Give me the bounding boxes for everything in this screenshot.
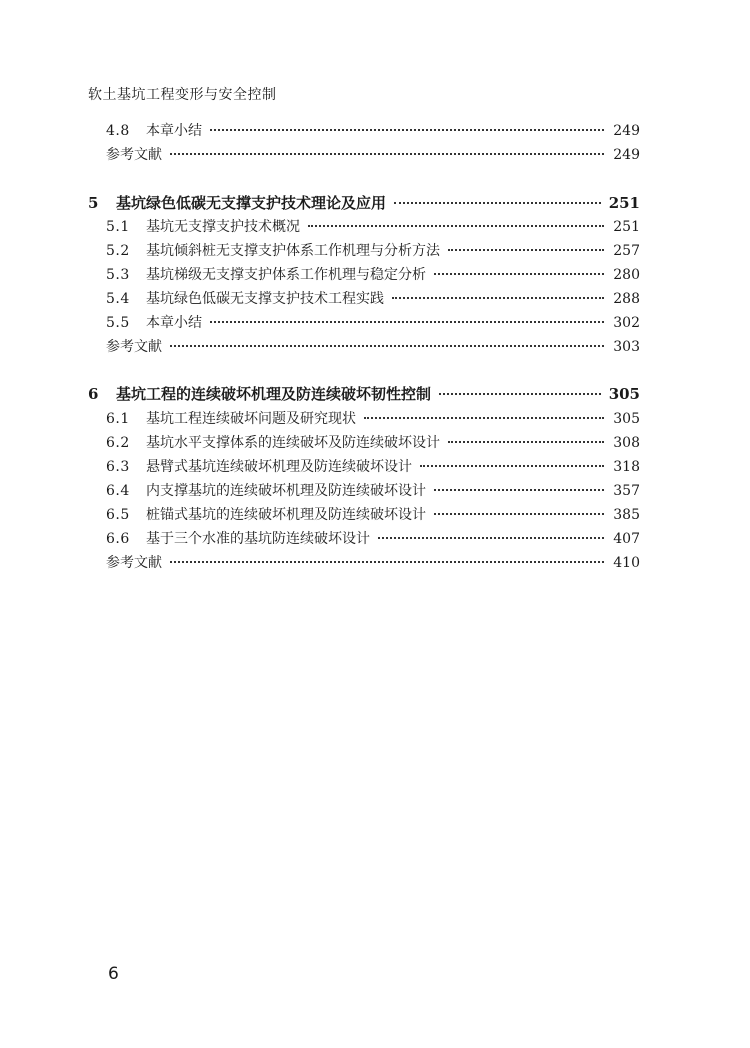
toc-entry-number: 6.6 <box>106 531 130 547</box>
dot-leader <box>439 393 601 395</box>
toc-section-entry <box>88 528 640 550</box>
toc-section-entry <box>88 264 640 286</box>
toc-entry-number: 5.5 <box>106 315 130 331</box>
dot-leader <box>308 225 604 227</box>
toc-entry-number: 5.1 <box>106 219 130 235</box>
toc-section-entry <box>88 120 640 142</box>
dot-leader <box>170 345 604 347</box>
toc-section-entry <box>88 456 640 478</box>
dot-leader <box>434 489 604 491</box>
toc-section-entry <box>88 480 640 502</box>
toc-section-entry <box>88 216 640 238</box>
toc-entry-title: 基坑水平支撑体系的连续破坏及防连续破坏设计 <box>146 435 440 451</box>
dot-leader <box>434 273 604 275</box>
toc-entry-page: 251 <box>608 194 640 212</box>
toc-section-entry <box>88 288 640 310</box>
running-head: 软土基坑工程变形与安全控制 <box>88 87 277 103</box>
dot-leader <box>210 129 604 131</box>
toc-references-entry <box>88 144 640 166</box>
toc-entry-title: 参考文献 <box>106 339 162 355</box>
toc-entry-title: 基坑绿色低碳无支撑支护技术理论及应用 <box>116 194 387 212</box>
toc-entry-number: 6.4 <box>106 483 130 499</box>
toc-entry-title: 悬臂式基坑连续破坏机理及防连续破坏设计 <box>146 459 412 475</box>
toc-entry-number: 5.4 <box>106 291 130 307</box>
toc-entry-page: 249 <box>613 147 640 163</box>
toc-entry-page: 308 <box>613 435 640 451</box>
toc-entry-title: 基坑绿色低碳无支撑支护技术工程实践 <box>146 291 384 307</box>
toc-entry-number: 4.8 <box>106 123 130 139</box>
toc-entry-title: 基坑梯级无支撑支护体系工作机理与稳定分析 <box>146 267 426 283</box>
toc-section-entry <box>88 504 640 526</box>
dot-leader <box>394 202 601 204</box>
toc-entry-title: 基坑倾斜桩无支撑支护体系工作机理与分析方法 <box>146 243 440 259</box>
toc-entry-page: 249 <box>613 123 640 139</box>
toc-entry-title: 内支撑基坑的连续破坏机理及防连续破坏设计 <box>146 483 426 499</box>
toc-entry-title: 本章小结 <box>146 315 202 331</box>
dot-leader <box>448 441 604 443</box>
toc-entry-number: 6.2 <box>106 435 130 451</box>
toc-section-entry <box>88 240 640 262</box>
toc-entry-number: 6 <box>88 385 99 403</box>
dot-leader <box>364 417 604 419</box>
toc-entry-page: 305 <box>613 411 640 427</box>
toc-entry-number: 5 <box>88 194 99 212</box>
toc-entry-page: 257 <box>613 243 640 259</box>
toc-entry-page: 305 <box>608 385 640 403</box>
toc-entry-page: 385 <box>613 507 640 523</box>
toc-entry-page: 303 <box>613 339 640 355</box>
toc-entry-title: 参考文献 <box>106 147 162 163</box>
toc-entry-page: 288 <box>613 291 640 307</box>
toc-entry-title: 基于三个水准的基坑防连续破坏设计 <box>146 531 370 547</box>
toc-chapter-entry <box>88 383 640 405</box>
dot-leader <box>448 249 604 251</box>
dot-leader <box>170 561 604 563</box>
toc-entry-page: 410 <box>613 555 640 571</box>
dot-leader <box>434 513 604 515</box>
dot-leader <box>378 537 604 539</box>
toc-section-entry <box>88 312 640 334</box>
toc-entry-page: 318 <box>613 459 640 475</box>
toc-entry-number: 5.2 <box>106 243 130 259</box>
toc-entry-number: 6.5 <box>106 507 130 523</box>
toc-entry-title: 基坑工程的连续破坏机理及防连续破坏韧性控制 <box>116 385 432 403</box>
toc-entry-number: 5.3 <box>106 267 130 283</box>
toc-entry-title: 基坑无支撑支护技术概况 <box>146 219 300 235</box>
toc-entry-page: 251 <box>613 219 640 235</box>
toc-entry-title: 桩锚式基坑的连续破坏机理及防连续破坏设计 <box>146 507 426 523</box>
dot-leader <box>392 297 604 299</box>
toc-entry-number: 6.1 <box>106 411 130 427</box>
toc-entry-page: 302 <box>613 315 640 331</box>
toc-chapter-entry <box>88 192 640 214</box>
toc-section-entry <box>88 408 640 430</box>
toc-references-entry <box>88 336 640 358</box>
toc-section-entry <box>88 432 640 454</box>
page-number: 6 <box>108 964 119 984</box>
toc-entry-title: 参考文献 <box>106 555 162 571</box>
toc-entry-page: 407 <box>613 531 640 547</box>
dot-leader <box>420 465 604 467</box>
toc-entry-title: 基坑工程连续破坏问题及研究现状 <box>146 411 356 427</box>
dot-leader <box>170 153 604 155</box>
toc-entry-title: 本章小结 <box>146 123 202 139</box>
toc-entry-number: 6.3 <box>106 459 130 475</box>
toc-entry-page: 357 <box>613 483 640 499</box>
toc-entry-page: 280 <box>613 267 640 283</box>
toc-references-entry <box>88 552 640 574</box>
dot-leader <box>210 321 604 323</box>
